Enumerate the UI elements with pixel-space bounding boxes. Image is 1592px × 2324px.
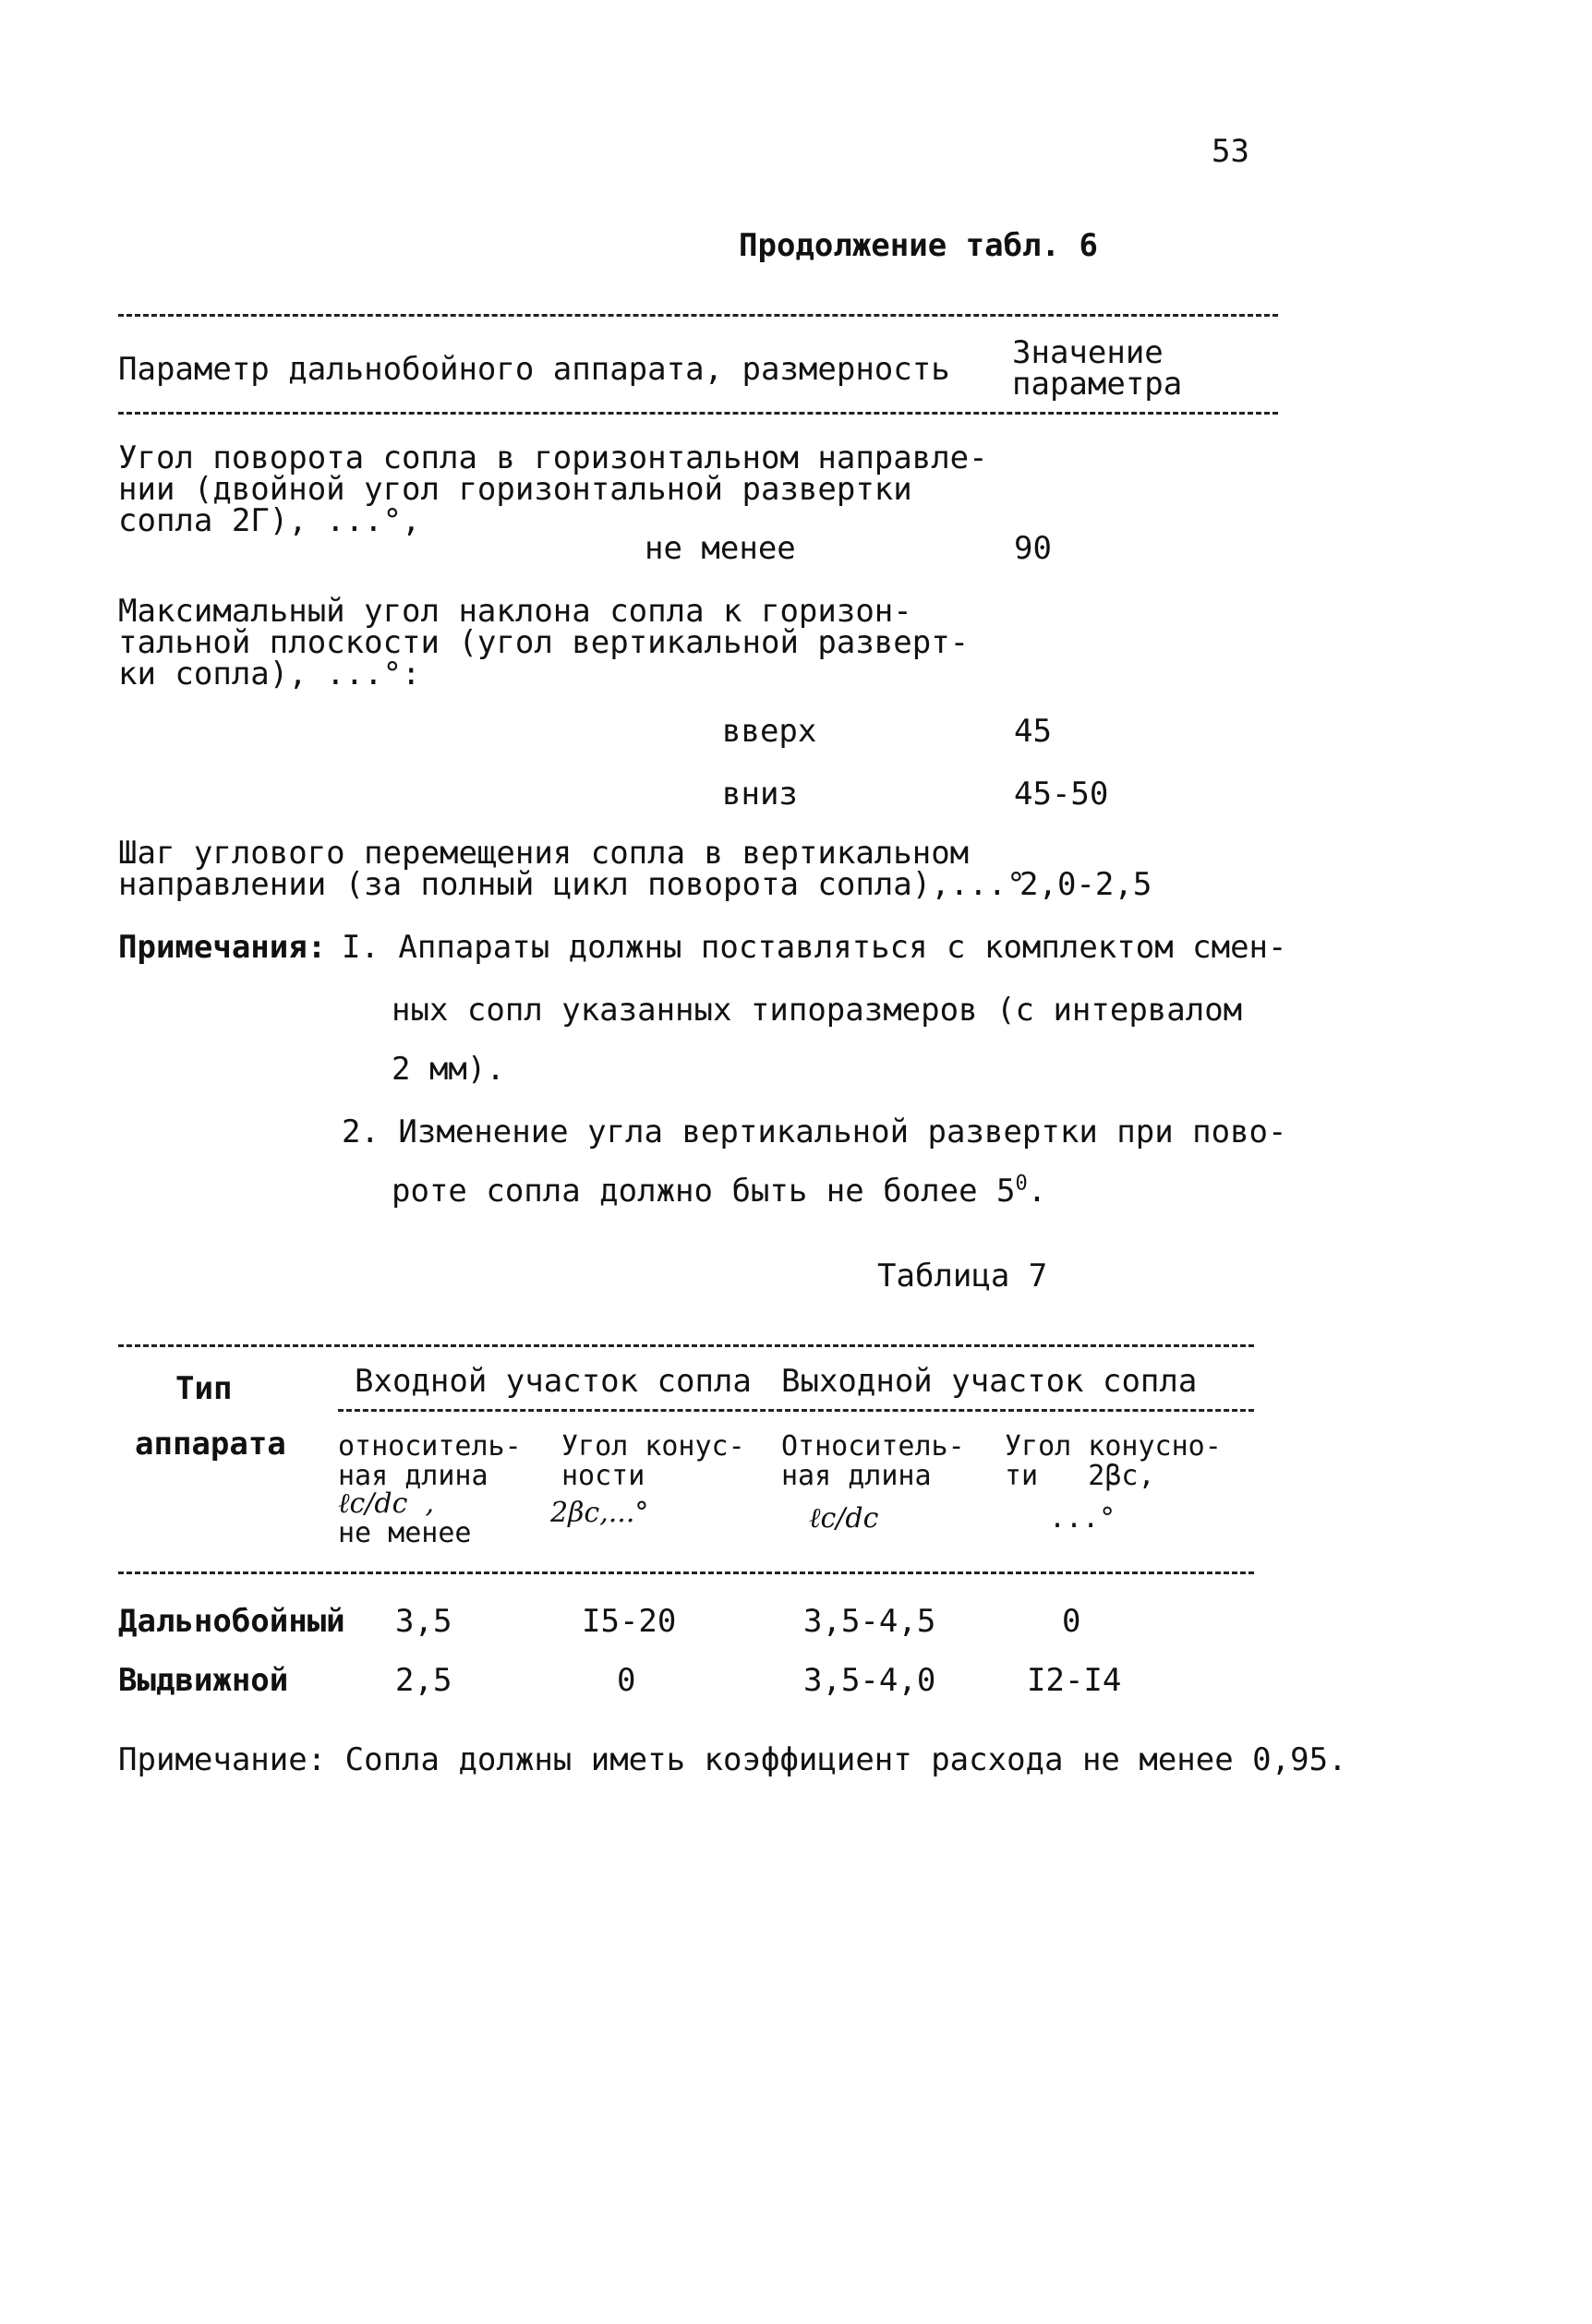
table7-out-ang-1: Угол конусно- [1005, 1430, 1222, 1463]
table7-in-len-4: не менее [338, 1517, 472, 1549]
notes6-n2-text: роте сопла должно быть не более 5 [392, 1173, 1016, 1210]
table7-col-type-1: Тип [175, 1370, 233, 1407]
table7-col-type-2: аппарата [135, 1426, 286, 1463]
table7-in-ang-3: 2βc,...° [550, 1497, 649, 1529]
table7-in-len-3: ℓc/dc , [338, 1487, 435, 1520]
notes6-n1-line3: 2 мм). [392, 1051, 505, 1088]
table7-in-len-1: относитель- [338, 1430, 522, 1463]
table7-row1-in-ang: I5-20 [582, 1603, 677, 1640]
table6-row1-line3: сопла 2Г), ...°, [118, 502, 421, 539]
table7-row2-in-len: 2,5 [395, 1662, 452, 1699]
table6-header-value-2: параметра [1012, 366, 1183, 403]
table7-group-out: Выходной участок сопла [781, 1363, 1198, 1400]
table7-in-ang-2: ности [561, 1460, 645, 1492]
table7-row2-out-ang: I2-I4 [1027, 1662, 1122, 1699]
table6-header-param: Параметр дальнобойного аппарата, размерность [118, 351, 950, 388]
table6-header-rule [118, 412, 1278, 415]
table7-row2-type: Выдвижной [118, 1662, 289, 1699]
table6-row2b-value: 45-50 [1014, 776, 1109, 813]
notes6-label: Примечания: [118, 929, 327, 966]
table7-out-ang-3: ...° [1049, 1502, 1116, 1535]
table6-top-rule [118, 314, 1278, 317]
table7-top-rule [118, 1344, 1254, 1347]
table7-row1-out-ang: 0 [1062, 1603, 1081, 1640]
table7-out-len-3: ℓc/dc [809, 1502, 879, 1535]
table6-row2-line2: тальной плоскости (угол вертикальной разверт- [118, 624, 970, 661]
table6-row1-qualifier: не менее [645, 530, 796, 567]
table7-out-len-1: Относитель- [781, 1430, 965, 1463]
table7-in-len-2: ная длина [338, 1460, 488, 1492]
notes6-n2-end: . [1027, 1173, 1047, 1210]
table7-note: Примечание: Сопла должны иметь коэффициент расхода не менее 0,95. [118, 1741, 1347, 1778]
table6-row3-line2: направлении (за полный цикл поворота сопла),...° [118, 866, 1026, 903]
page-number: 53 [1212, 133, 1249, 170]
table6-row1-value: 90 [1014, 530, 1052, 567]
table6-row2b-label: вниз [722, 776, 798, 813]
table7-row1-out-len: 3,5-4,5 [803, 1603, 936, 1640]
notes6-n2-line2 [392, 1174, 1046, 1208]
table6-continuation-title: Продолжение табл. 6 [739, 227, 1098, 264]
table7-out-ang-2: ти 2βc, [1005, 1460, 1155, 1492]
table6-row2a-label: вверх [722, 713, 817, 750]
table7-group-rule [338, 1409, 1254, 1412]
table7-row2-in-ang: 0 [617, 1662, 636, 1699]
notes6-n2-degree: 0 [1015, 1172, 1028, 1196]
table7-row1-type: Дальнобойный [118, 1603, 345, 1640]
table7-header-rule [118, 1571, 1254, 1574]
table6-row1-line1: Угол поворота сопла в горизонтальном направле- [118, 440, 988, 476]
table7-in-ang-1: Угол конус- [561, 1430, 745, 1463]
table6-row3-value: 2,0-2,5 [1019, 866, 1152, 903]
table7-row2-out-len: 3,5-4,0 [803, 1662, 936, 1699]
table7-out-len-2: ная длина [781, 1460, 932, 1492]
notes6-n1-line2: ных сопл указанных типоразмеров (с интервалом [392, 992, 1243, 1029]
table6-row3-line1: Шаг углового перемещения сопла в вертикальном [118, 835, 970, 872]
table6-row2-line3: ки сопла), ...°: [118, 656, 421, 692]
table7-row1-in-len: 3,5 [395, 1603, 452, 1640]
table6-header-value-1: Значение [1012, 334, 1164, 371]
table7-group-in: Входной участок сопла [355, 1363, 752, 1400]
notes6-n2-line1: 2. Изменение угла вертикальной развертки при пово- [342, 1114, 1287, 1150]
table6-row2a-value: 45 [1014, 713, 1052, 750]
table6-row2-line1: Максимальный угол наклона сопла к горизон- [118, 593, 912, 630]
table6-row1-line2: нии (двойной угол горизонтальной развертки [118, 471, 912, 508]
notes6-n1-line1: I. Аппараты должны поставляться с комплектом смен- [342, 929, 1287, 966]
table7-title: Таблица 7 [877, 1258, 1048, 1294]
